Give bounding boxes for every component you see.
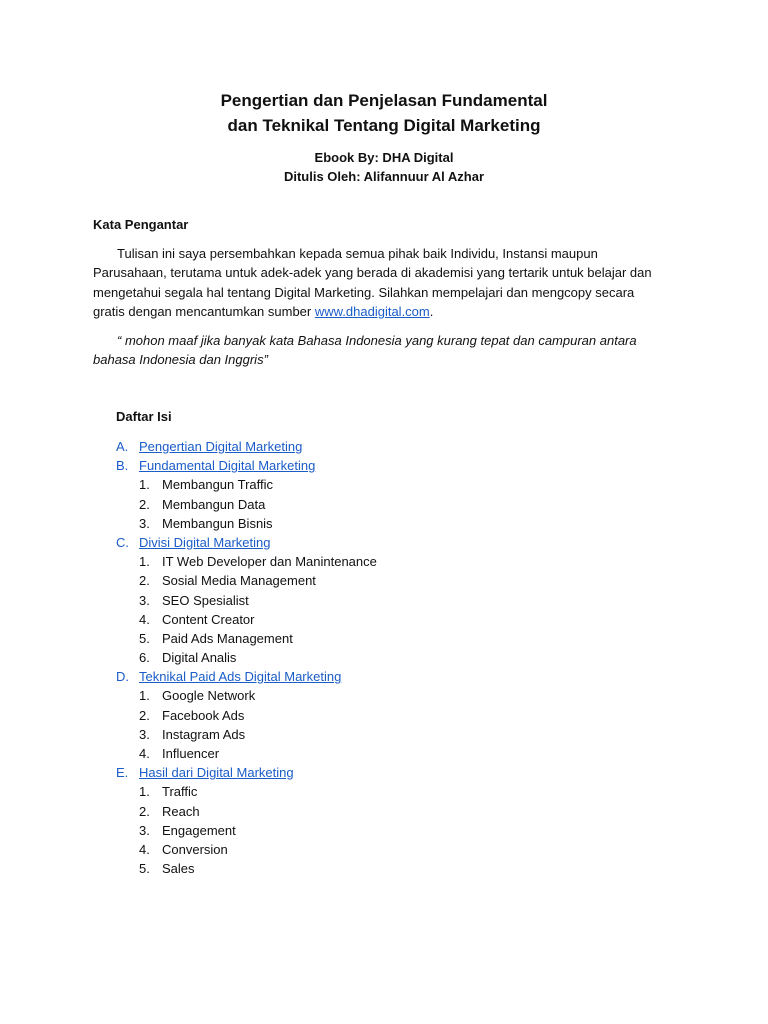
toc-item-label: Membangun Bisnis (162, 515, 273, 531)
preface-body: Tulisan ini saya persembahkan kepada semua pihak baik Individu, Instansi maupun Parusahaan, terutama untuk adek-adek yang berada di akademisi yang tertarik untuk belajar dan mengetahui segala hal tentang Digital Marketing. Silahkan mempelajari dan mengcopy secara gratis dengan mencantumkan sumber (93, 246, 652, 320)
toc-item-row (116, 782, 636, 801)
toc-section-link[interactable]: Fundamental Digital Marketing (139, 458, 316, 474)
toc-item-label: Sosial Media Management (162, 573, 316, 589)
toc-item-number: 4. (139, 611, 150, 627)
table-of-contents (116, 437, 636, 878)
toc-section-marker: E. (116, 765, 129, 781)
toc-item-row (116, 840, 636, 859)
toc-section-row (116, 533, 636, 552)
toc-item-label: Traffic (162, 784, 198, 800)
toc-item-row (116, 686, 636, 705)
toc-item-label: Engagement (162, 822, 236, 838)
toc-item-row (116, 821, 636, 840)
toc-item-number: 3. (139, 822, 150, 838)
toc-item-label: Membangun Traffic (162, 477, 274, 493)
toc-item-number: 1. (139, 477, 150, 493)
document-credits (0, 148, 768, 186)
toc-item-label: Membangun Data (162, 496, 266, 512)
toc-item-label: SEO Spesialist (162, 592, 249, 608)
toc-section-label (139, 667, 341, 686)
preface-trailing: . (429, 304, 434, 320)
toc-item-number: 5. (139, 630, 150, 646)
toc-item-number: 4. (139, 746, 150, 761)
preface-quote: “ mohon maaf jika banyak kata Bahasa Indonesia yang kurang tepat dan campuran antara bahasa Indonesia dan Inggris” (93, 333, 637, 368)
toc-item-row (116, 495, 636, 514)
toc-item-number: 2. (139, 707, 150, 723)
toc-item-number: 4. (139, 841, 150, 857)
toc-section-label (139, 763, 294, 782)
toc-heading: Daftar Isi (116, 409, 172, 424)
toc-item-row (116, 571, 636, 590)
toc-item-number: 3. (139, 592, 150, 608)
preface-heading: Kata Pengantar (93, 217, 189, 232)
toc-section-marker: B. (116, 458, 129, 474)
toc-item-row (116, 802, 636, 821)
toc-section-link[interactable]: Pengertian Digital Marketing (139, 439, 303, 454)
toc-item-number: 3. (139, 515, 150, 531)
toc-item-label: Content Creator (162, 611, 255, 627)
toc-item-label: Instagram Ads (162, 726, 246, 742)
toc-section-row (116, 456, 636, 475)
toc-item-row (116, 552, 636, 571)
toc-section-row (116, 763, 636, 782)
toc-item-label: Conversion (162, 841, 228, 857)
toc-section-marker: A. (116, 439, 129, 454)
toc-item-row (116, 610, 636, 629)
written-by: Ditulis Oleh: Alifannuur Al Azhar (283, 169, 485, 184)
source-link[interactable]: www.dhadigital.com (314, 304, 430, 320)
toc-item-row (116, 629, 636, 648)
toc-item-row (116, 648, 636, 667)
toc-section-row (116, 437, 636, 456)
toc-item-row (116, 514, 636, 533)
toc-item-number: 6. (139, 650, 150, 666)
toc-item-row (116, 744, 636, 763)
title-line-1: Pengertian dan Penjelasan Fundamental (220, 91, 548, 110)
toc-item-row (116, 859, 636, 878)
toc-item-number: 5. (139, 861, 150, 877)
toc-item-label: Sales (162, 861, 195, 877)
toc-item-row (116, 725, 636, 744)
toc-item-label: Google Network (162, 688, 256, 704)
toc-item-label: Facebook Ads (162, 707, 245, 723)
toc-section-link[interactable]: Divisi Digital Marketing (139, 534, 271, 550)
toc-item-number: 2. (139, 573, 150, 589)
preface-paragraph (93, 244, 653, 322)
toc-section-link[interactable]: Teknikal Paid Ads Digital Marketing (139, 669, 342, 685)
toc-item-row (116, 591, 636, 610)
toc-item-number: 1. (139, 784, 150, 800)
toc-item-label: IT Web Developer dan Manintenance (162, 554, 377, 570)
title-line-2: dan Teknikal Tentang Digital Marketing (227, 116, 541, 135)
ebook-by: Ebook By: DHA Digital (314, 150, 454, 165)
toc-item-number: 2. (139, 496, 150, 512)
toc-item-row (116, 475, 636, 494)
document-title (0, 88, 768, 138)
toc-item-number: 1. (139, 688, 150, 704)
toc-section-link[interactable]: Hasil dari Digital Marketing (139, 765, 294, 781)
toc-section-row (116, 667, 636, 686)
toc-section-marker: D. (116, 669, 129, 685)
toc-item-label: Paid Ads Management (162, 630, 293, 646)
toc-section-label (139, 533, 270, 552)
toc-item-label: Reach (162, 803, 200, 819)
toc-item-label: Influencer (162, 746, 220, 761)
toc-section-label (139, 437, 302, 456)
toc-item-number: 2. (139, 803, 150, 819)
toc-item-row (116, 706, 636, 725)
toc-item-number: 1. (139, 554, 150, 570)
toc-section-marker: C. (116, 534, 129, 550)
toc-item-number: 3. (139, 726, 150, 742)
toc-section-label (139, 456, 315, 475)
toc-item-label: Digital Analis (162, 650, 237, 666)
